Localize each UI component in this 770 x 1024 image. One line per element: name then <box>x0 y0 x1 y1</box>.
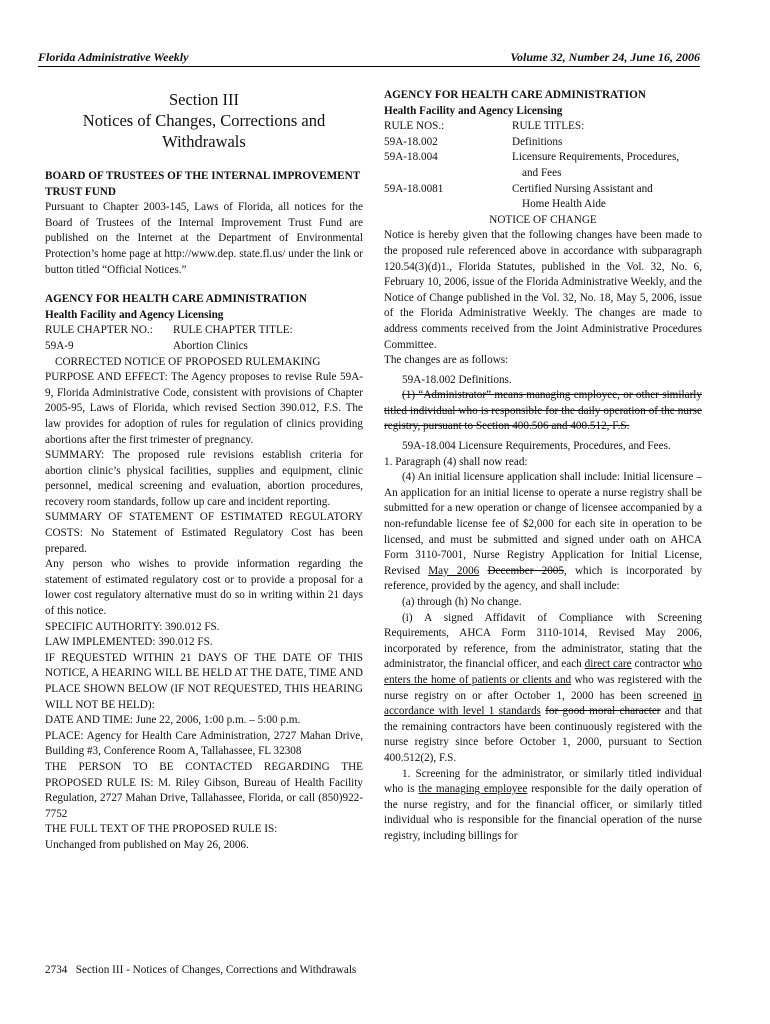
full-text-label: THE FULL TEXT OF THE PROPOSED RULE IS: <box>45 823 278 836</box>
inserted-text: in accordance with level 1 standards <box>384 689 702 718</box>
definitions-heading: 59A-18.002 Definitions. <box>402 373 512 386</box>
chapter-value-row <box>45 339 363 355</box>
agency-heading-right: AGENCY FOR HEALTH CARE ADMINISTRATION <box>384 89 646 101</box>
inserted-text: the managing employee <box>418 783 528 796</box>
paragraph-i: (i) A signed Affidavit of Compliance with Screening Requirements, AHCA Form 3110-1014, Revised May 2006, incorporated by reference, from the administrator, stating that the administrator, the financial officer, and each direct care contractor who enters the home of patients or clients and who was registered with the nurse registry on or after October 1, 2000 has been screened in accordance with level 1 standards for good moral character and that the remaining contractors have been continuously registered with the nurse registry since before October 1, 2000, pursuant to Section 400.512(2), F.S. <box>384 611 703 764</box>
screening-paragraph: 1. Screening for the administrator, or similarly titled individual who is the managing employee responsible for the daily operation of the nurse registry, and for the financial officer, or similarly titled individual who is responsible for the financial operation of the nurse registry, including billings for <box>384 767 702 842</box>
rule-no: 59A-18.0081 <box>384 182 444 195</box>
section-subtitle-line-2: Withdrawals <box>162 132 246 151</box>
division-heading-right: Health Facility and Agency Licensing <box>384 104 563 117</box>
page-number: 2734 <box>45 964 68 976</box>
section-title: Section III <box>168 90 240 109</box>
rule-no: 59A-18.004 <box>384 151 438 164</box>
deleted-text: December 2005 <box>487 564 564 577</box>
right-column <box>384 88 702 845</box>
inserted-text: who enters the home of patients or clients and <box>384 658 702 686</box>
struck-definition: (1) “Administrator” means managing employee, or other similarly titled individual who is responsible for the daily operation of the nurse registry, pursuant to Section 400.506 and 400.512, F.S. <box>384 389 702 433</box>
rule-title-cont: Home Health Aide <box>522 198 606 211</box>
deleted-text: for good moral character <box>545 705 661 718</box>
division-heading: Health Facility and Agency Licensing <box>45 308 224 321</box>
rule-label-row <box>384 119 702 135</box>
page-footer <box>45 964 356 976</box>
rule-row <box>384 150 702 181</box>
notice-title: CORRECTED NOTICE OF PROPOSED RULEMAKING <box>55 355 321 368</box>
chapter-label-row <box>45 323 363 339</box>
rule-titles-label: RULE TITLES: <box>512 120 585 133</box>
any-person-text: Any person who wishes to provide information regarding the statement of estimated regulatory cost or to provide a proposal for a lower cost regulatory alternative must do so in writing within 21 days of this notice. <box>45 558 363 618</box>
rule-row <box>384 182 702 213</box>
rule-title-line: Certified Nursing Assistant and <box>512 182 653 195</box>
inserted-text: direct care <box>584 658 632 671</box>
footer-section-label: Section III - Notices of Changes, Corrections and Withdrawals <box>75 964 357 976</box>
purpose-and-effect: PURPOSE AND EFFECT: The Agency proposes to revise Rule 59A-9, Florida Administrative Code, consistent with provisions of Chapter 2005-95, Laws of Florida, which revised Section 390.012, F.S. The law provides for adoption of rules for regulation of clinics providing abortions after the first trimester of pregnancy. <box>45 371 363 446</box>
notice-intro: Notice is hereby given that the following changes have been made to the proposed rule referenced above in accordance with subparagraph 120.54(3)(d)1., Florida Statutes, published in the Vol. 32, No. 6, February 10, 2006, issue of the Florida Administrative Weekly, and the Notice of Change published in the Vol. 32, No. 18, May 5, 2006, issue of the Florida Administrative Weekly. The changes are made to address comments received from the Joint Administrative Procedures Committee. <box>384 229 702 351</box>
paragraph-label: 1. Paragraph (4) shall now read: <box>384 455 528 468</box>
notice-of-change-title: NOTICE OF CHANGE <box>489 213 597 226</box>
rule-row <box>384 135 702 151</box>
summary: SUMMARY: The proposed rule revisions establish criteria for abortion clinic’s physical facilities, supplies and equipment, clinic personnel, medical screening and evaluation, abortion procedures, recovery room standards, follow up care and incident reporting. <box>45 449 363 508</box>
issue-info: Volume 32, Number 24, June 16, 2006 <box>510 50 700 64</box>
section-subtitle-line-1: Notices of Changes, Corrections and <box>82 111 326 130</box>
rule-title: Definitions <box>512 135 563 148</box>
licensure-heading: 59A-18.004 Licensure Requirements, Procedures, and Fees. <box>402 440 671 453</box>
running-header <box>38 48 700 67</box>
chapter-title-label: RULE CHAPTER TITLE: <box>173 324 293 337</box>
paragraph-4: (4) An initial licensure application shall include: Initial licensure – An application for an initial license to operate a nurse registry shall be submitted for a new operation or change of licensee accompanied by a non-refundable license fee of $2,000 for each site in operation to be licensed, and must be submitted and signed under oath on AHCA Form 3110-7001, Nurse Registry Application for Initial License, Revised May 2006 December 2005, which is incorporated by reference, provided by the agency, and shall include: <box>384 471 702 593</box>
board-text: Pursuant to Chapter 2003-145, Laws of Florida, all notices for the Board of Trustees of the Internal Improvement Trust Fund are published on the Internet at the Department of Environmental Protection’s home page at http://www.dep. state.fl.us/ under the link or button titled “Official Notices.” <box>45 201 363 276</box>
specific-authority: SPECIFIC AUTHORITY: 390.012 FS. <box>45 620 220 633</box>
left-column <box>45 88 363 854</box>
full-text: Unchanged from published on May 26, 2006. <box>45 838 249 851</box>
contact-person: THE PERSON TO BE CONTACTED REGARDING THE PROPOSED RULE IS: M. Riley Gibson, Bureau of Health Facility Regulation, 2727 Mahan Drive, Tallahassee, Florida, or call (850)922-7752 <box>45 760 363 820</box>
rule-title <box>512 150 702 181</box>
publication-name: Florida Administrative Weekly <box>38 50 189 64</box>
changes-label: The changes are as follows: <box>384 354 509 367</box>
law-implemented: LAW IMPLEMENTED: 390.012 FS. <box>45 636 213 649</box>
agency-heading: AGENCY FOR HEALTH CARE ADMINISTRATION <box>45 293 307 306</box>
rule-nos-label: RULE NOS.: <box>384 120 445 133</box>
rule-title-cont: and Fees <box>522 166 562 179</box>
chapter-no: 59A-9 <box>45 339 74 352</box>
rule-title <box>512 182 702 213</box>
rule-no: 59A-18.002 <box>384 135 438 148</box>
no-change-line: (a) through (h) No change. <box>402 596 522 608</box>
place: PLACE: Agency for Health Care Administration, 2727 Mahan Drive, Building #3, Conference Room A, Tallahassee, FL 32308 <box>45 729 363 758</box>
rule-title-line: Licensure Requirements, Procedures, <box>512 151 680 164</box>
hearing-notice: IF REQUESTED WITHIN 21 DAYS OF THE DATE OF THIS NOTICE, A HEARING WILL BE HELD AT THE DATE, TIME AND PLACE SHOWN BELOW (IF NOT REQUESTED, THIS HEARING WILL NOT BE HELD): <box>45 651 363 711</box>
chapter-title: Abortion Clinics <box>173 339 248 352</box>
chapter-no-label: RULE CHAPTER NO.: <box>45 324 153 337</box>
date-and-time: DATE AND TIME: June 22, 2006, 1:00 p.m. – 5:00 p.m. <box>45 714 301 727</box>
board-heading: BOARD OF TRUSTEES OF THE INTERNAL IMPROVEMENT TRUST FUND <box>45 170 360 198</box>
sere-summary: SUMMARY OF STATEMENT OF ESTIMATED REGULATORY COSTS: No Statement of Estimated Regulatory Cost has been prepared. <box>45 511 363 555</box>
inserted-text: May 2006 <box>428 564 480 577</box>
